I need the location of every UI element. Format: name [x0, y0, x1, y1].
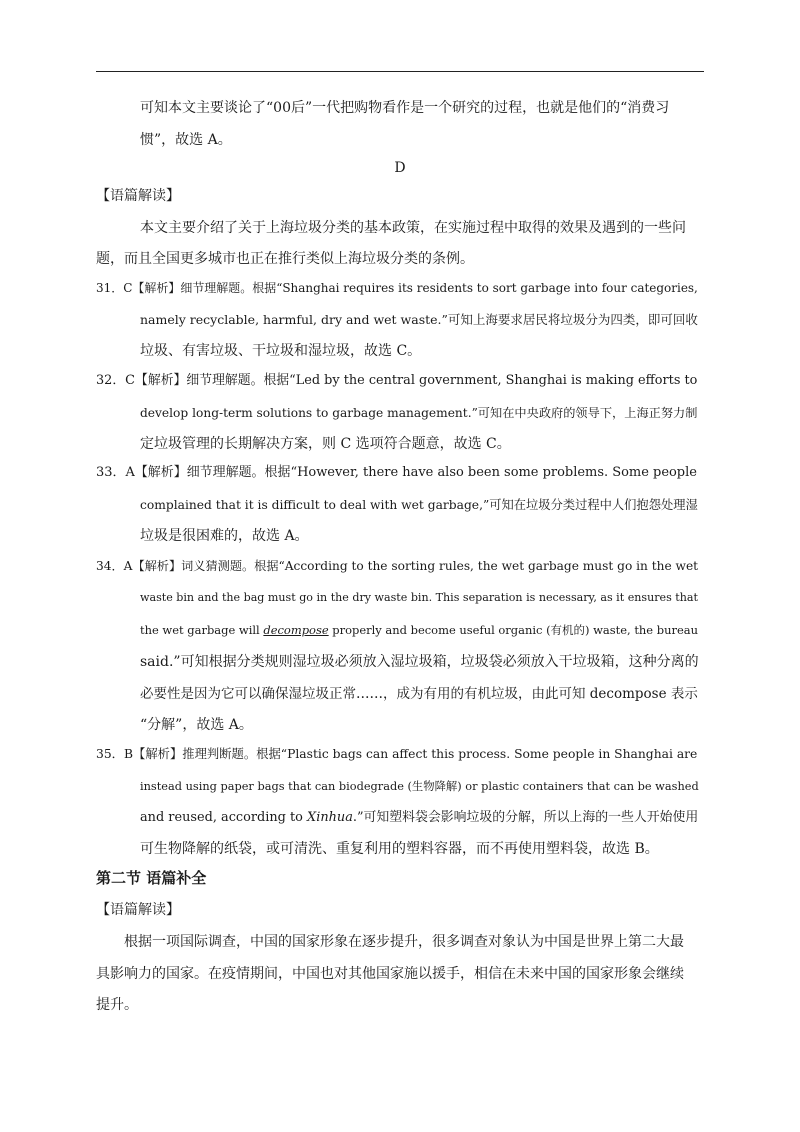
reading-text-2-line-1: 根据一项国际调查，中国的国家形象在逐步提升，很多调查对象认为中国是世界上第二大最 [124, 934, 684, 950]
section-2-title: 第二节 语篇补全 [96, 869, 207, 887]
q32-line-1: 32．C【解析】细节理解题。根据“Led by the central government, Shanghai is making efforts to [96, 373, 698, 388]
q35-line-2: instead using paper bags that can biodegrade (生物降解) or plastic containers that can be washed [140, 779, 699, 793]
q34-line-1: 34．A【解析】词义猜测题。根据“According to the sorting rules, the wet garbage must go in the wet [96, 559, 699, 573]
q31-line-1: 31．C【解析】细节理解题。根据“Shanghai requires its residents to sort garbage into four categories, [96, 281, 698, 295]
keyword-decompose: decompose [263, 623, 329, 637]
reading-text-2-line-2: 具影响力的国家。在疫情期间，中国也对其他国家施以援手，相信在未来中国的国家形象会继续 [96, 966, 684, 982]
q34-line-3 [140, 620, 698, 640]
header-rule [96, 71, 704, 72]
q34-line-4: said.”可知根据分类规则湿垃圾必须放入湿垃圾箱，垃圾袋必须放入干垃圾箱，这种分离的 [140, 654, 699, 670]
q35-line-1: 35．B【解析】推理判断题。根据“Plastic bags can affect this process. Some people in Shanghai are [96, 747, 698, 761]
intro-line-1: 可知本文主要谈论了“00后”一代把购物看作是一个研究的过程，也就是他们的“消费习 [140, 100, 670, 116]
q34-line-6: “分解”，故选 A。 [140, 717, 253, 733]
q33-line-2: complained that it is difficult to deal with wet garbage,”可知在垃圾分类过程中人们抱怨处理湿 [140, 498, 698, 512]
reading-text-2-line-3: 提升。 [96, 997, 138, 1013]
q31-line-3: 垃圾、有害垃圾、干垃圾和湿垃圾，故选 C。 [140, 343, 422, 359]
q34-line-3-start: the wet garbage will [140, 623, 264, 637]
q35-line-3-start: and reused, according to [140, 810, 308, 825]
q32-line-2: develop long-term solutions to garbage management.”可知在中央政府的领导下，上海正努力制 [140, 406, 698, 420]
q34-line-3-end: properly and become useful organic (有机的) waste, the bureau [328, 623, 698, 637]
q33-line-1: 33．A【解析】细节理解题。根据“However, there have also been some problems. Some people [96, 465, 697, 480]
q32-line-3: 定垃圾管理的长期解决方案，则 C 选项符合题意，故选 C。 [140, 436, 511, 452]
q35-line-3 [140, 808, 698, 828]
q34-line-5: 必要性是因为它可以确保湿垃圾正常……，成为有用的有机垃圾，由此可知 decompose 表示 [140, 686, 698, 702]
q35-line-4: 可生物降解的纸袋，或可清洗、重复利用的塑料容器，而不再使用塑料袋，故选 B。 [140, 841, 659, 857]
reading-text-1-line-2: 题，而且全国更多城市也正在推行类似上海垃圾分类的条例。 [96, 251, 474, 267]
intro-line-2: 惯”，故选 A。 [140, 132, 232, 148]
section-letter: D [394, 160, 406, 176]
reading-text-1-line-1: 本文主要介绍了关于上海垃圾分类的基本政策，在实施过程中取得的效果及遇到的一些问 [140, 220, 686, 236]
q33-line-3: 垃圾是很困难的，故选 A。 [140, 528, 309, 544]
q34-line-2: waste bin and the bag must go in the dry waste bin. This separation is necessary, as it ensures that [140, 591, 698, 604]
source-xinhua: Xinhua [307, 810, 353, 825]
reading-label-2: 【语篇解读】 [96, 902, 180, 918]
q31-line-2: namely recyclable, harmful, dry and wet waste.”可知上海要求居民将垃圾分为四类，即可回收 [140, 312, 698, 327]
reading-label-1: 【语篇解读】 [96, 188, 180, 204]
q35-line-3-end: .”可知塑料袋会影响垃圾的分解，所以上海的一些人开始使用 [352, 810, 699, 825]
